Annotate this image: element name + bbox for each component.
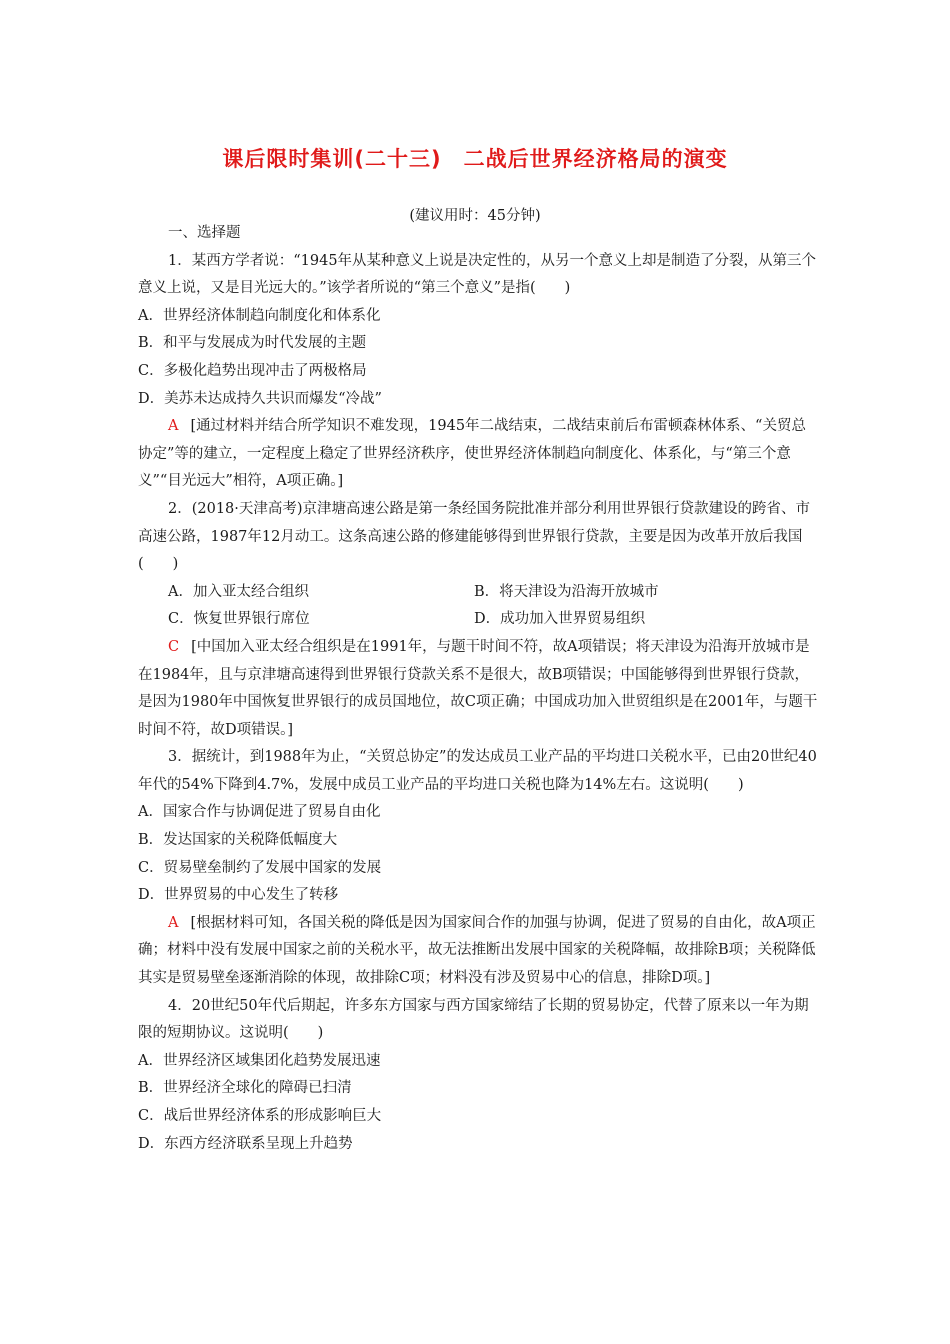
explanation-text: [中国加入亚太经合组织是在1991年，与题干时间不符，故A项错误；将天津设为沿海开放城市是在1984年，且与京津塘高速得到世界银行贷款关系不是很大，故B项错误；中国能够得到世界银行贷款，是因为1980年中国恢复世界银行的成员国地位，故C项正确；中国成功加入世贸组织是在2001年，与题干时间不符，故D项错误。] <box>138 638 818 738</box>
option-row <box>138 606 818 634</box>
option: C．恢复世界银行席位 <box>168 611 310 628</box>
page-title: 课后限时集训(二十三) 二战后世界经济格局的演变 <box>222 147 728 171</box>
content <box>138 220 818 1158</box>
option: D．美苏未达成持久共识而爆发“冷战” <box>138 390 382 407</box>
option: C．贸易壁垒制约了发展中国家的发展 <box>138 859 382 876</box>
option: B．发达国家的关税降低幅度大 <box>138 832 338 849</box>
option: A．世界经济体制趋向制度化和体系化 <box>138 307 381 324</box>
suggested-time: (建议用时：45分钟) <box>409 208 541 224</box>
option: B．世界经济全球化的障碍已扫清 <box>138 1080 352 1097</box>
question-stem: 1．某西方学者说：“1945年从某种意义上说是决定性的，从另一个意义上却是制造了分裂，从第三个意义上说，又是目光远大的。”该学者所说的“第三个意义”是指( ) <box>138 252 817 297</box>
question-stem: 3．据统计，到1988年为止，“关贸总协定”的发达成员工业产品的平均进口关税水平，已由20世纪40年代的54%下降到4.7%，发展中成员工业产品的平均进口关税也降为14%左右。这说明( ) <box>138 749 817 793</box>
option-row <box>138 579 818 607</box>
answer-explanation <box>138 634 818 744</box>
option: D．世界贸易的中心发生了转移 <box>138 887 339 904</box>
option: A．世界经济区域集团化趋势发展迅速 <box>138 1052 381 1069</box>
explanation-text: [通过材料并结合所学知识不难发现，1945年二战结束，二战结束前后布雷顿森林体系、“关贸总协定”等的建立，一定程度上稳定了世界经济秩序，使世界经济体制趋向制度化、体系化，与“第三个意义”“目光远大”相符，A项正确。] <box>138 418 806 490</box>
option: B．将天津设为沿海开放城市 <box>474 583 659 600</box>
answer-letter: C <box>168 638 180 655</box>
answer-explanation <box>138 910 818 993</box>
answer-letter: A <box>168 914 179 931</box>
option: A．加入亚太经合组织 <box>168 583 309 600</box>
option: D．成功加入世界贸易组织 <box>474 611 646 628</box>
option: B．和平与发展成为时代发展的主题 <box>138 335 367 352</box>
question-stem: 2．(2018·天津高考)京津塘高速公路是第一条经国务院批准并部分利用世界银行贷款建设的跨省、市高速公路，1987年12月动工。这条高速公路的修建能够得到世界银行贷款，主要是因为改革开放后我国( ) <box>138 500 811 573</box>
option: D．东西方经济联系呈现上升趋势 <box>138 1135 353 1152</box>
option: A．国家合作与协调促进了贸易自由化 <box>138 804 381 821</box>
question-stem: 4．20世纪50年代后期起，许多东方国家与西方国家缔结了长期的贸易协定，代替了原来以一年为期限的短期协议。这说明( ) <box>138 997 809 1042</box>
answer-explanation <box>138 413 818 496</box>
section-heading: 一、选择题 <box>168 225 241 241</box>
option: C．战后世界经济体系的形成影响巨大 <box>138 1108 382 1124</box>
option: C．多极化趋势出现冲击了两极格局 <box>138 362 367 379</box>
answer-letter: A <box>168 418 179 435</box>
explanation-text: [根据材料可知，各国关税的降低是因为国家间合作的加强与协调，促进了贸易的自由化，故A项正确；材料中没有发展中国家之前的关税水平，故无法推断出发展中国家的关税降幅，故排除B项；关税降低其实是贸易壁垒逐渐消除的体现，故排除C项；材料没有涉及贸易中心的信息，排除D项。] <box>138 914 816 987</box>
